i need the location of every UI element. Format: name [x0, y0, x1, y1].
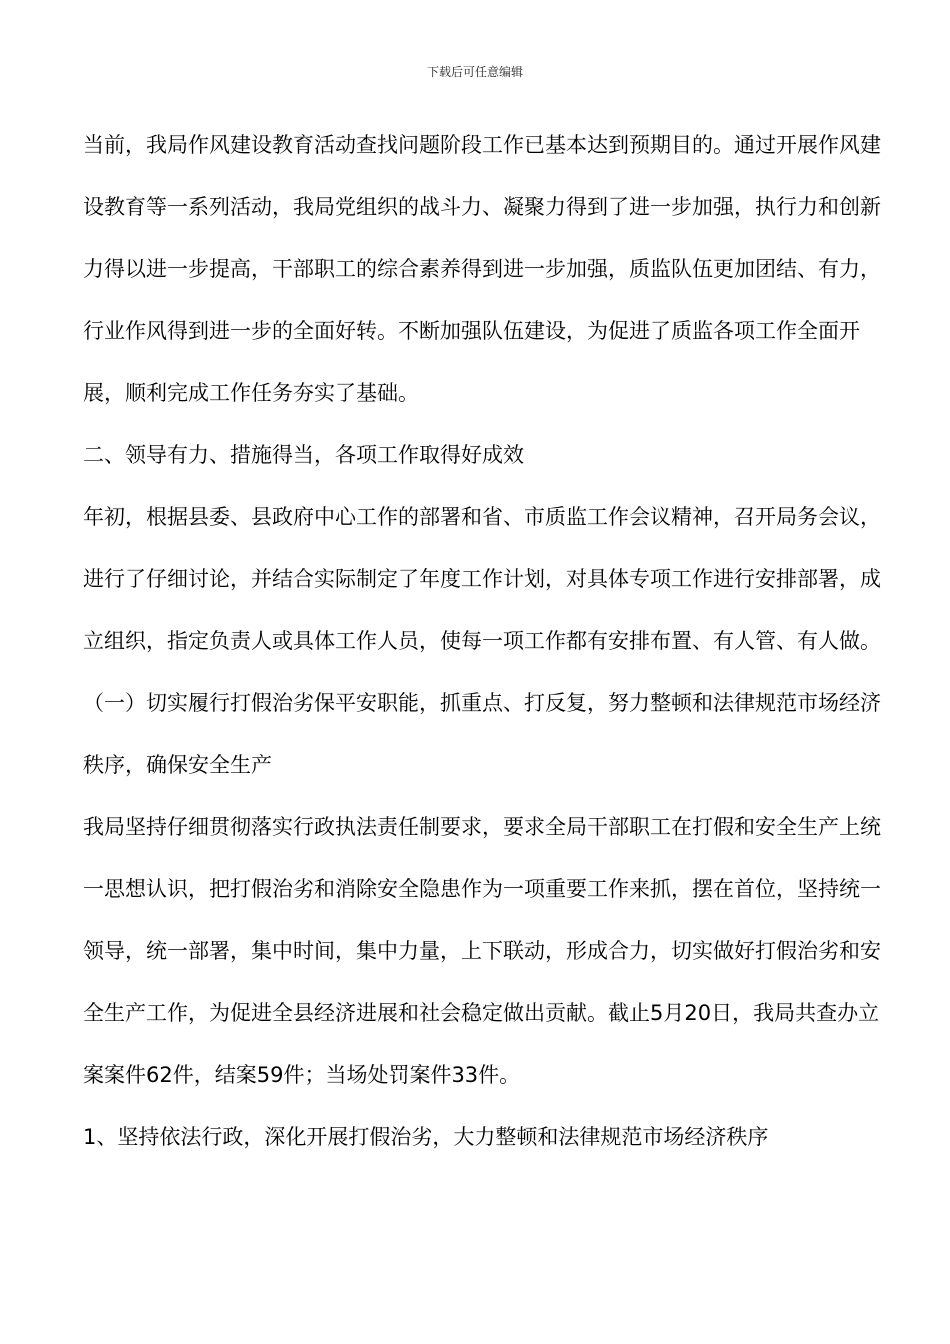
item-heading-1: 1、坚持依法行政，深化开展打假治劣，大力整顿和法律规范市场经济秩序	[83, 1125, 769, 1149]
section-heading-2: 二、领导有力、措施得当，各项工作取得好成效	[83, 443, 524, 467]
subsection-heading-1: （一）切实履行打假治劣保平安职能，抓重点、打反复，努力整顿和法律规范市场经济秩序，确保安全生产	[83, 691, 881, 777]
page-header: 下载后可任意编辑	[426, 65, 523, 79]
paragraph-intro: 当前，我局作风建设教育活动查找问题阶段工作已基本达到预期目的。通过开展作风建设教育等一系列活动，我局党组织的战斗力、凝聚力得到了进一步加强，执行力和创新力得以进一步提高，干部职工的综合素养得到进一步加强，质监队伍更加团结、有力，行业作风得到进一步的全面好转。不断加强队伍建设，为促进了质监各项工作全面开展，顺利完成工作任务夯实了基础。	[83, 133, 881, 405]
paragraph-annual-plan: 年初，根据县委、县政府中心工作的部署和省、市质监工作会议精神，召开局务会议，进行了仔细讨论，并结合实际制定了年度工作计划，对具体专项工作进行安排部署，成立组织，指定负责人或具体工作人员，使每一项工作都有安排布置、有人管、有人做。	[83, 505, 881, 653]
paragraph-enforcement: 我局坚持仔细贯彻落实行政执法责任制要求，要求全局干部职工在打假和安全生产上统一思想认识，把打假治劣和消除安全隐患作为一项重要工作来抓，摆在首位，坚持统一领导，统一部署，集中时间，集中力量，上下联动，形成合力，切实做好打假治劣和安全生产工作，为促进全县经济进展和社会稳定做出贡献。截止5月20日，我局共查办立案案件62件，结案59件；当场处罚案件33件。	[83, 815, 881, 1087]
document-body	[83, 114, 893, 1168]
